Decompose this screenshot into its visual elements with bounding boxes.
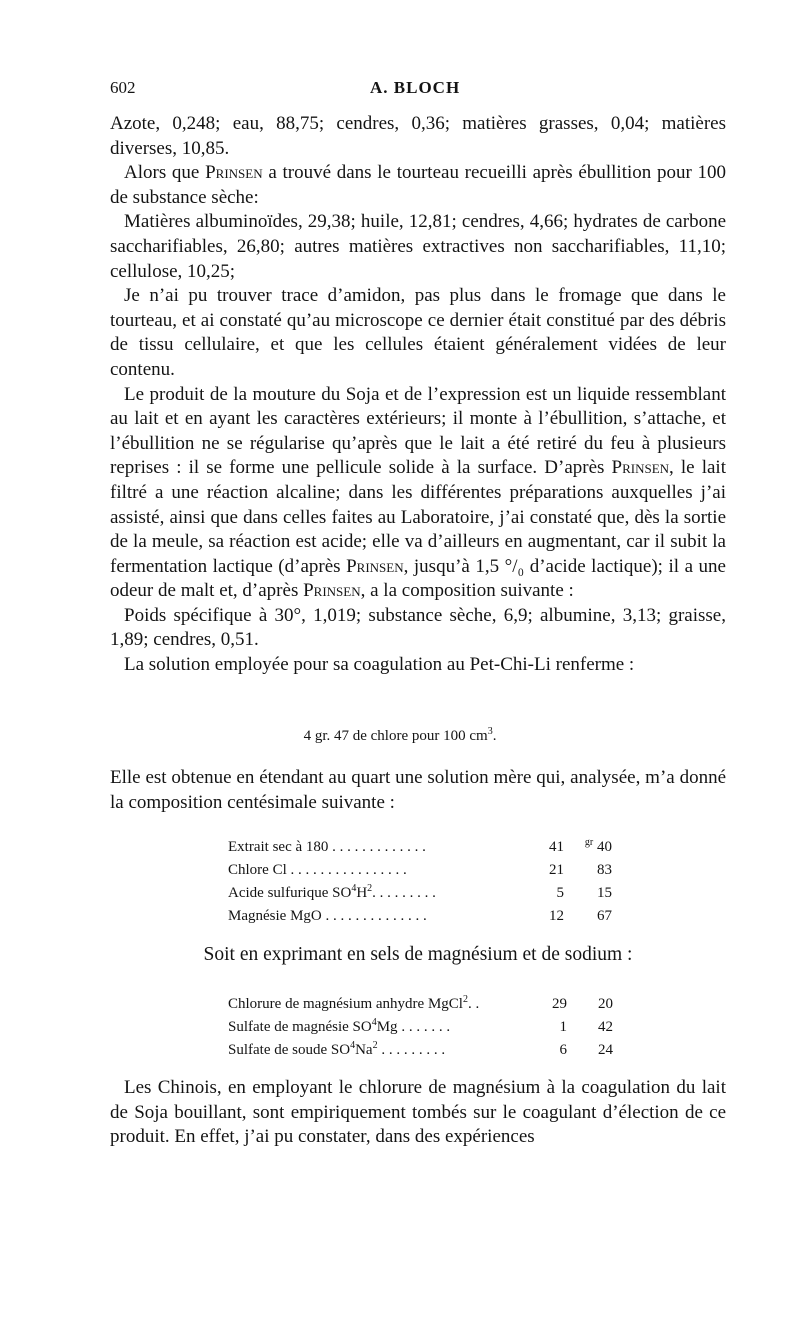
text-run: Extrait sec à 180	[228, 839, 329, 855]
author-name: Prinsen	[611, 457, 670, 479]
table-row	[228, 1039, 613, 1062]
table-row	[228, 905, 612, 928]
text-run: 4 gr. 47 de chlore pour 100 cm	[303, 728, 488, 744]
table-row-label	[228, 1039, 541, 1062]
text-run: Sulfate de magnésie SO	[228, 1019, 372, 1035]
author-name: Prinsen	[205, 162, 263, 184]
text-run: Magnésie MgO	[228, 908, 322, 924]
table-row	[228, 882, 612, 905]
table-row	[228, 859, 612, 882]
text-run: .	[492, 728, 497, 744]
paragraph: Elle est obtenue en étendant au quart une solution mère qui, analysée, m’a donné la composition centésimale suivante :	[110, 767, 726, 813]
author-name: Prinsen	[346, 555, 404, 577]
superscript: 2	[367, 883, 373, 894]
paragraph: Les Chinois, en employant le chlorure de magnésium à la coagulation du lait de Soja bouillant, sont empiriquement tombés sur le coagulant d’élection de ce produit. En effet, j’ai pu constater, dans des expériences	[110, 1077, 726, 1148]
text-block-top	[110, 112, 726, 678]
text-run: Chlorure de magnésium anhydre MgCl	[228, 996, 463, 1012]
paragraph: Azote, 0,248; eau, 88,75; cendres, 0,36; matières grasses, 0,04; matières diverses, 10,85.	[110, 113, 726, 159]
table-value-dec: 83	[597, 862, 612, 878]
table-row	[228, 836, 612, 859]
text-run: H	[356, 885, 368, 901]
text-run: , jusqu’à 1,5 °/₀ d’acide lactique); il a une odeur de malt et, d’après	[110, 555, 726, 602]
table-value-int: 21	[549, 862, 564, 878]
text-run: a trouvé dans le tourteau recueilli après ébullition pour 100 de substance sèche:	[110, 162, 727, 208]
text-run: , a la composition suivante :	[360, 580, 574, 602]
leader-dots: . . . . . . . . . . . . .	[332, 839, 426, 855]
leader-dots: . . . . . . . . .	[372, 885, 436, 901]
text-run: , le lait filtré a une réaction alcaline; dans les différentes préparations auxquelles j’ai assisté, ainsi que dans celles faites au Laboratoire, j’ai constaté que, dès la sortie de la meule, sa réaction est acide; elle va d’ailleurs en augmentant, car il subit la fermentation lactique (d’après	[110, 457, 726, 577]
text-run: Le produit de la mouture du Soja et de l’expression est un liquide ressemblant au lait et en ayant les caractères extérieurs; il monte à l’ébullition, s’attache, et l’ébullition ne se régularise qu’après que le lait a été retiré du feu à plusieurs reprises : il se forme une pellicule solide à la surface. D’après	[110, 383, 726, 479]
text-run: Alors que	[124, 162, 206, 184]
paragraph: Poids spécifique à 30°, 1,019; substance sèche, 6,9; albumine, 3,13; graisse, 1,89; cendres, 0,51.	[110, 604, 726, 651]
superscript: 2	[462, 994, 468, 1005]
table-value-int: 29	[552, 996, 567, 1012]
text-run: Sulfate de soude SO	[228, 1042, 351, 1058]
running-head: A. BLOCH	[370, 78, 461, 97]
table-row-label	[228, 836, 544, 859]
composition-table	[228, 836, 612, 928]
table-value-dec: 20	[598, 996, 613, 1012]
table-value-int: 5	[556, 885, 564, 901]
table-row-label	[228, 905, 544, 928]
superscript: 2	[372, 1040, 378, 1051]
paragraph: Matières albuminoïdes, 29,38; huile, 12,81; cendres, 4,66; hydrates de carbone saccharifiables, 26,80; autres matières extractives non saccharifiables, 11,10; cellulose, 10,25;	[110, 211, 726, 282]
table-value-dec: 15	[597, 885, 612, 901]
table-value-dec: 24	[598, 1042, 613, 1058]
table-value-int: 41	[549, 839, 564, 855]
table-value-dec: 67	[597, 908, 612, 924]
leader-dots: . . . . . . . . . . . . . .	[325, 908, 427, 924]
text-run: 40	[597, 839, 612, 855]
table-row-label	[228, 1016, 541, 1039]
text-block-analysis-intro	[110, 766, 726, 815]
table-value-dec: 42	[598, 1019, 613, 1035]
table-value-int: 1	[559, 1019, 567, 1035]
superscript: 4	[371, 1017, 377, 1028]
chlorine-concentration-line	[0, 728, 800, 745]
paragraph: La solution employée pour sa coagulation au Pet-Chi-Li renferme :	[124, 654, 635, 676]
unit-superscript: gr	[584, 837, 594, 848]
superscript: 4	[351, 883, 357, 894]
leader-dots: . . . . . . .	[401, 1019, 451, 1035]
table-row	[228, 993, 613, 1016]
leader-dots: . . . . . . . . . . . . . . . .	[290, 862, 407, 878]
table-row-label	[228, 882, 544, 905]
paragraph: Je n’ai pu trouver trace d’amidon, pas plus dans le fromage que dans le tourteau, et ai constaté qu’au microscope ce dernier était constitué par des débris de tissu cellulaire, et que les cellules étaient généralement vidées de leur contenu.	[110, 285, 726, 380]
paragraph	[110, 383, 726, 604]
text-run: Acide sulfurique SO	[228, 885, 352, 901]
text-block-bottom	[110, 1076, 726, 1150]
table-value-int: 6	[559, 1042, 567, 1058]
text-run: Mg	[376, 1019, 398, 1035]
table-row-label	[228, 859, 544, 882]
superscript: 3	[487, 726, 493, 737]
salts-table	[228, 993, 613, 1062]
paragraph	[110, 161, 726, 210]
text-block-salts-intro	[110, 943, 726, 968]
text-run: Chlore Cl	[228, 862, 287, 878]
leader-dots: . . . . . . . . .	[381, 1042, 446, 1058]
text-run: Na	[355, 1042, 373, 1058]
page-number: 602	[110, 78, 136, 97]
paragraph: Soit en exprimant en sels de magnésium et de sodium :	[203, 944, 633, 965]
table-value-int: 12	[549, 908, 564, 924]
table-row	[228, 1016, 613, 1039]
table-value-dec	[564, 836, 612, 859]
leader-dots: . .	[467, 996, 480, 1012]
superscript: 4	[350, 1040, 356, 1051]
table-row-label	[228, 993, 541, 1016]
author-name: Prinsen	[303, 580, 361, 602]
